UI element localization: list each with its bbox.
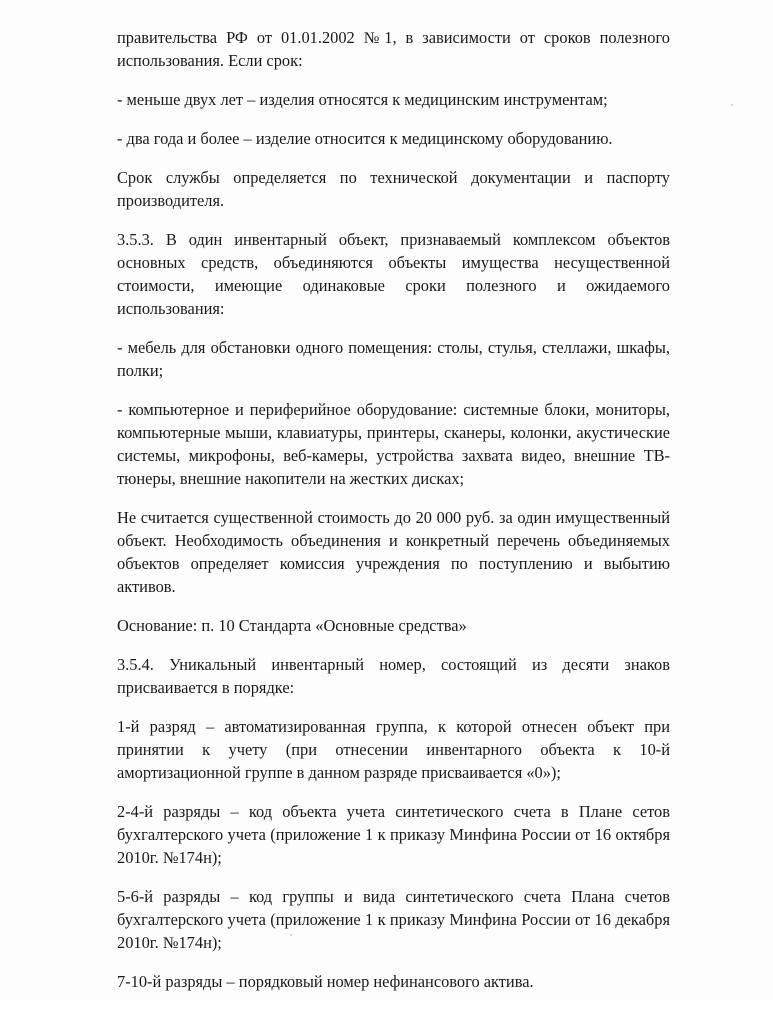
paragraph-basis: Основание: п. 10 Стандарта «Основные средства»	[117, 616, 467, 635]
list-item-medical-equipment: - два года и более – изделие относится к медицинскому оборудованию.	[117, 129, 613, 148]
scan-speck	[731, 104, 733, 106]
list-item-digits-7-10: 7-10-й разряды – порядковый номер нефинансового актива.	[117, 972, 534, 991]
list-item-furniture: - мебель для обстановки одного помещения: столы, стулья, стеллажи, шкафы, полки;	[117, 338, 670, 380]
paragraph-section-3-5-3: 3.5.3. В один инвентарный объект, признаваемый комплексом объектов основных средств, объединяются объекты имущества несущественной стоимости, имеющие одинаковые сроки полезного и ожидаемого использования:	[117, 230, 670, 318]
paragraph-section-3-5-4: 3.5.4. Уникальный инвентарный номер, состоящий из десяти знаков присваивается в порядке:	[117, 655, 670, 697]
list-item-digits-5-6: 5-6-й разряды – код группы и вида синтетического счета Плана счетов бухгалтерского учета (приложение 1 к приказу Минфина России от 16 декабря 2010г. №174н);	[117, 887, 670, 952]
document-body	[117, 26, 670, 1009]
list-item-medical-instruments: - меньше двух лет – изделия относятся к медицинским инструментам;	[117, 90, 608, 109]
paragraph-service-life: Срок службы определяется по технической документации и паспорту производителя.	[117, 168, 670, 210]
list-item-digits-2-4: 2-4-й разряды – код объекта учета синтетического счета в Плане сетов бухгалтерского учета (приложение 1 к приказу Минфина России от 16 октября 2010г. №174н);	[117, 802, 670, 867]
scan-speck	[290, 934, 292, 936]
paragraph-materiality-threshold: Не считается существенной стоимость до 20 000 руб. за один имущественный объект. Необходимость объединения и конкретный перечень объединяемых объектов определяет комиссия учреждения по поступлению и выбытию активов.	[117, 508, 670, 596]
paragraph-regulation-reference: правительства РФ от 01.01.2002 №1, в зависимости от сроков полезного использования. Если срок:	[117, 28, 670, 70]
list-item-computer-equipment: - компьютерное и периферийное оборудование: системные блоки, мониторы, компьютерные мыши, клавиатуры, принтеры, сканеры, колонки, акустические системы, микрофоны, веб-камеры, устройства захвата видео, внешние ТВ-тюнеры, внешние накопители на жестких дисках;	[117, 400, 670, 488]
list-item-digit-1: 1-й разряд – автоматизированная группа, к которой отнесен объект при принятии к учету (при отнесении инвентарного объекта к 10-й амортизационной группе в данном разряде присваивается «0»);	[117, 717, 670, 782]
